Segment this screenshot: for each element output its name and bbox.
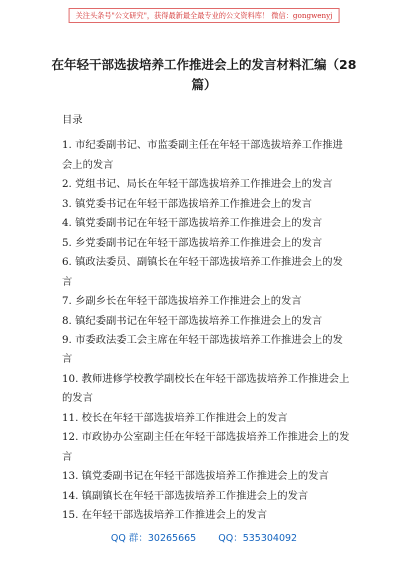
qq-number: QQ：535304092 xyxy=(218,533,298,544)
toc-heading: 目录 xyxy=(62,114,83,126)
toc-item-2: 2. 党组书记、局长在年轻干部选拔培养工作推进会上的发言 xyxy=(62,178,333,191)
toc-item-7: 7. 乡副乡长在年轻干部选拔培养工作推进会上的发言 xyxy=(62,295,302,308)
toc-item-14: 14. 镇副镇长在年轻干部选拔培养工作推进会上的发言 xyxy=(62,489,309,502)
toc-item-9: 9. 市委政法委工会主席在年轻干部选拔培养工作推进会上的发言 xyxy=(62,333,343,366)
toc-item-5: 5. 乡党委副书记在年轻干部选拔培养工作推进会上的发言 xyxy=(62,236,323,249)
toc-item-6: 6. 镇政法委员、副镇长在年轻干部选拔培养工作推进会上的发言 xyxy=(62,256,343,288)
toc-item-3: 3. 镇党委书记在年轻干部选拔培养工作推进会上的发言 xyxy=(62,197,312,210)
toc-item-8: 8. 镇纪委副书记在年轻干部选拔培养工作推进会上的发言 xyxy=(62,314,323,327)
toc-item-13: 13. 镇党委副书记在年轻干部选拔培养工作推进会上的发言 xyxy=(62,470,329,483)
document-title: 在年轻干部选拔培养工作推进会上的发言材料汇编（28篇） xyxy=(51,57,357,92)
toc-item-1: 1. 市纪委副书记、市监委副主任在年轻干部选拔培养工作推进会上的发言 xyxy=(62,139,343,171)
toc-item-10: 10. 教师进修学校教学副校长在年轻干部选拔培养工作推进会上的发言 xyxy=(62,372,350,405)
table-of-contents xyxy=(62,111,352,526)
toc-item-12: 12. 市政协办公室副主任在年轻干部选拔培养工作推进会上的发言 xyxy=(62,431,350,463)
footer-contact xyxy=(0,532,408,546)
toc-item-4: 4. 镇党委副书记在年轻干部选拔培养工作推进会上的发言 xyxy=(62,217,323,230)
toc-item-11: 11. 校长在年轻干部选拔培养工作推进会上的发言 xyxy=(62,411,288,424)
qq-group-number: QQ 群：30265665 xyxy=(110,533,197,544)
promo-banner: 关注头条号"公文研究"，获得最新最全最专业的公文资料库！ 微信：gongwenyj xyxy=(69,8,340,23)
toc-item-15: 15. 在年轻干部选拔培养工作推进会上的发言 xyxy=(62,509,267,522)
